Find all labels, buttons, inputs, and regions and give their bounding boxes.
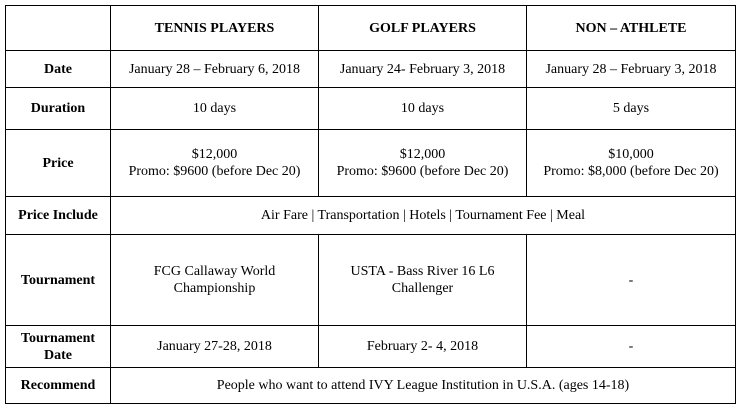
golf-players-header: GOLF PLAYERS <box>319 6 527 51</box>
tennis-price-amount: $12,000 <box>191 147 238 162</box>
header-row <box>6 6 736 51</box>
date-row <box>6 51 736 88</box>
tournament-row <box>6 235 736 326</box>
golf-tournament-date: February 2- 4, 2018 <box>319 326 527 368</box>
non-athlete-header: NON – ATHLETE <box>527 6 736 51</box>
non-athlete-tournament-date: - <box>527 326 736 368</box>
duration-label: Duration <box>6 88 111 130</box>
golf-price <box>319 130 527 197</box>
duration-row <box>6 88 736 130</box>
price-include-value: Air Fare | Transportation | Hotels | Tournament Fee | Meal <box>111 197 736 235</box>
non-athlete-price-amount: $10,000 <box>608 147 654 162</box>
golf-tournament-line-1: USTA - Bass River 16 L6 <box>350 264 495 279</box>
golf-tournament <box>319 235 527 326</box>
tournament-label: Tournament <box>6 235 111 326</box>
tennis-price <box>111 130 319 197</box>
non-athlete-date: January 28 – February 3, 2018 <box>527 51 736 88</box>
price-include-label: Price Include <box>6 197 111 235</box>
tennis-price-promo: Promo: $9600 (before Dec 20) <box>128 164 301 179</box>
tournament-date-label <box>6 326 111 368</box>
golf-duration: 10 days <box>319 88 527 130</box>
tennis-date: January 28 – February 6, 2018 <box>111 51 319 88</box>
price-label: Price <box>6 130 111 197</box>
non-athlete-price-promo: Promo: $8,000 (before Dec 20) <box>543 164 719 179</box>
program-comparison-table <box>5 5 736 404</box>
non-athlete-tournament: - <box>527 235 736 326</box>
tournament-date-label-line-1: Tournament <box>20 330 96 346</box>
tennis-tournament-line-2: Championship <box>173 281 256 296</box>
golf-tournament-line-2: Challenger <box>391 281 454 296</box>
recommend-label: Recommend <box>6 368 111 404</box>
non-athlete-price <box>527 130 736 197</box>
tennis-players-header: TENNIS PLAYERS <box>111 6 319 51</box>
tennis-tournament <box>111 235 319 326</box>
tournament-date-label-line-2: Date <box>44 347 72 363</box>
date-label: Date <box>6 51 111 88</box>
price-row <box>6 130 736 197</box>
recommend-row <box>6 368 736 404</box>
tennis-duration: 10 days <box>111 88 319 130</box>
non-athlete-duration: 5 days <box>527 88 736 130</box>
golf-date: January 24- February 3, 2018 <box>319 51 527 88</box>
price-include-row <box>6 197 736 235</box>
tennis-tournament-line-1: FCG Callaway World <box>153 264 276 279</box>
tennis-tournament-date: January 27-28, 2018 <box>111 326 319 368</box>
tournament-date-row <box>6 326 736 368</box>
recommend-value: People who want to attend IVY League Institution in U.S.A. (ages 14-18) <box>111 368 736 404</box>
corner-cell <box>6 6 111 51</box>
golf-price-amount: $12,000 <box>399 147 446 162</box>
golf-price-promo: Promo: $9600 (before Dec 20) <box>336 164 509 179</box>
